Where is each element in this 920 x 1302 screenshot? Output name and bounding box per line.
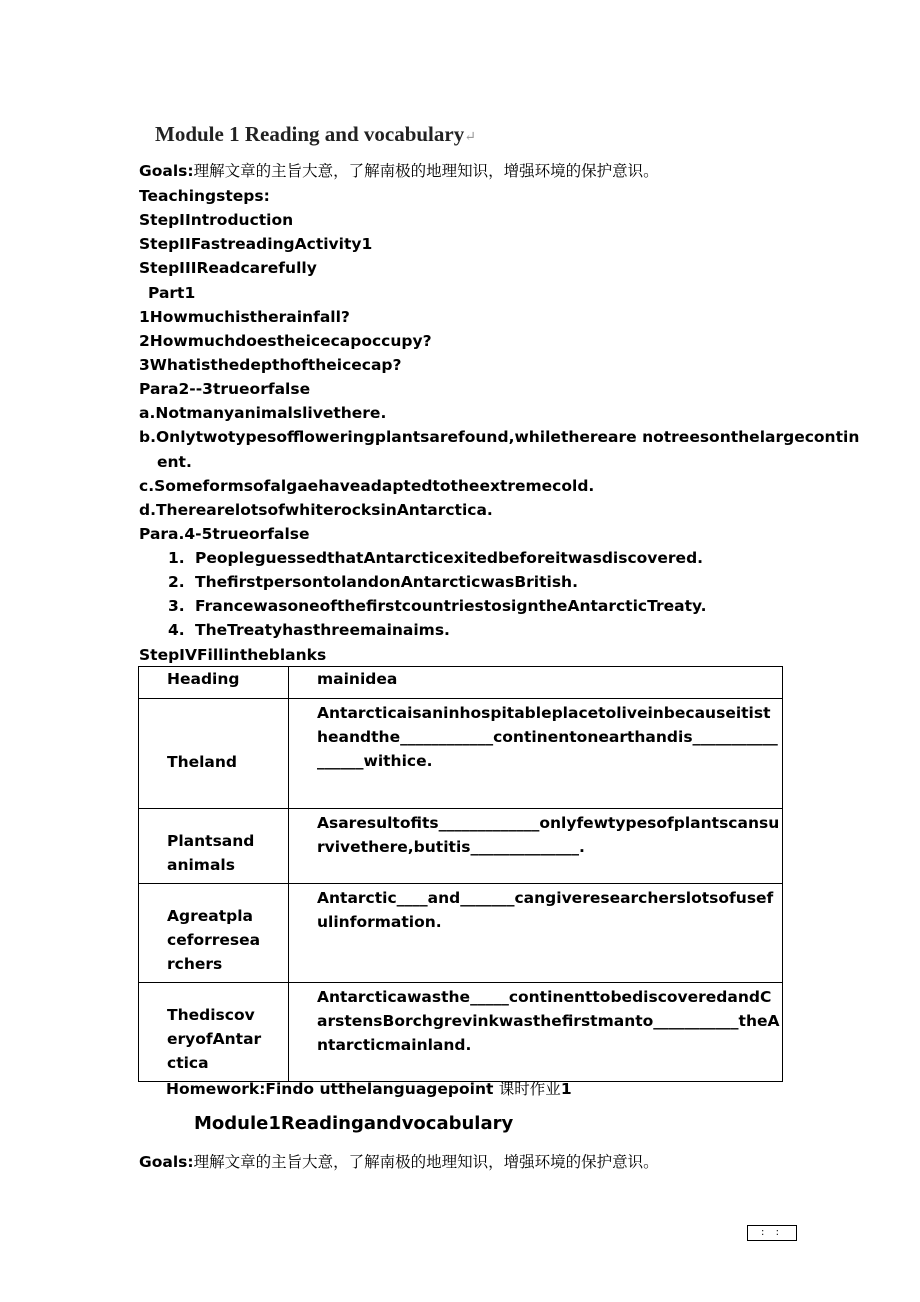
page-title <box>155 122 476 147</box>
row-idea: Antarctic____and_______cangiveresearcherslotsofusefulinformation. <box>289 884 783 983</box>
homework-cn: 课时作业 <box>498 1080 561 1098</box>
goals-label: Goals: <box>139 1153 194 1171</box>
goals-label: Goals: <box>139 162 194 180</box>
row-heading-cell <box>139 983 289 1082</box>
part-1: Part1 <box>148 284 196 302</box>
table-row <box>139 699 783 809</box>
teaching-steps: Teachingsteps: <box>139 187 270 205</box>
row-heading: Plantsandanimals <box>167 832 255 874</box>
page-number-box: : : <box>747 1225 797 1241</box>
header-heading: Heading <box>139 667 289 699</box>
table-header-row <box>139 667 783 699</box>
fill-blanks-table <box>138 666 783 1082</box>
statement-a: a.Notmanyanimalslivethere. <box>139 404 387 422</box>
statement-d: d.TherearelotsofwhiterocksinAntarctica. <box>139 501 493 519</box>
repeat-title: Module1Readingandvocabulary <box>194 1113 514 1134</box>
row-heading: ThediscoveryofAntarctica <box>167 1006 262 1072</box>
item-number: 3. <box>168 597 185 615</box>
title-text: Module 1 Reading and vocabulary <box>155 122 465 146</box>
step-4: StepIVFillintheblanks <box>139 646 327 664</box>
goals-line-repeat <box>139 1150 659 1172</box>
row-heading-cell <box>139 884 289 983</box>
item-text: PeopleguessedthatAntarcticexitedbeforeitwasdiscovered. <box>195 549 704 567</box>
row-heading: Agreatplaceforresearchers <box>167 907 261 973</box>
table-row <box>139 983 783 1082</box>
header-main-idea: mainidea <box>289 667 783 699</box>
paragraph-mark-icon: ↵ <box>464 130 476 145</box>
para-2-3-heading: Para2--3trueorfalse <box>139 380 311 398</box>
para-4-5-heading: Para.4-5trueorfalse <box>139 525 310 543</box>
row-heading: Theland <box>167 753 238 771</box>
row-idea: Asaresultofits_____________onlyfewtypesofplantscansurvivethere,butitis______________. <box>289 809 783 884</box>
homework-line <box>166 1077 572 1099</box>
statement-c: c.Someformsofalgaehaveadaptedtotheextremecold. <box>139 477 595 495</box>
numbered-item <box>168 619 450 641</box>
goals-line <box>139 160 659 182</box>
question-3: 3Whatisthedepthoftheicecap? <box>139 356 402 374</box>
homework-num: 1 <box>560 1080 572 1098</box>
item-number: 2. <box>168 573 185 591</box>
item-text: ThefirstpersontolandonAntarcticwasBritish. <box>195 573 578 591</box>
step-2: StepIIFastreadingActivity1 <box>139 235 373 253</box>
table-row <box>139 884 783 983</box>
goals-text: 理解文章的主旨大意，了解南极的地理知识，增强环境的保护意识。 <box>193 162 659 180</box>
item-number: 4. <box>168 621 185 639</box>
numbered-item <box>168 595 707 617</box>
row-idea: Antarcticawasthe_____continenttobediscoveredandCarstensBorchgrevinkwasthefirstmanto___________theAntarcticmainland. <box>289 983 783 1082</box>
item-text: FrancewasoneofthefirstcountriestosigntheAntarcticTreaty. <box>195 597 707 615</box>
goals-text: 理解文章的主旨大意，了解南极的地理知识，增强环境的保护意识。 <box>193 1153 659 1171</box>
row-idea: Antarcticaisaninhospitableplacetoliveinbecauseitistheandthe____________continentonearthandis_________________withice. <box>289 699 783 809</box>
step-3: StepIIIReadcarefully <box>139 259 317 277</box>
step-1: StepIIntroduction <box>139 211 294 229</box>
row-heading-cell <box>139 699 289 809</box>
numbered-item <box>168 571 578 593</box>
item-number: 1. <box>168 549 185 567</box>
question-2: 2Howmuchdoestheicecapoccupy? <box>139 332 432 350</box>
homework-label: Homework:Findo utthelanguagepoint <box>166 1080 494 1098</box>
table-row <box>139 809 783 884</box>
statement-b-cont: ent. <box>157 453 192 471</box>
question-1: 1Howmuchistherainfall? <box>139 308 350 326</box>
statement-b: b.Onlytwotypesoffloweringplantsarefound,whilethereare notreesonthelargecontin <box>139 428 860 446</box>
item-text: TheTreatyhasthreemainaims. <box>195 621 450 639</box>
row-heading-cell <box>139 809 289 884</box>
numbered-item <box>168 547 703 569</box>
